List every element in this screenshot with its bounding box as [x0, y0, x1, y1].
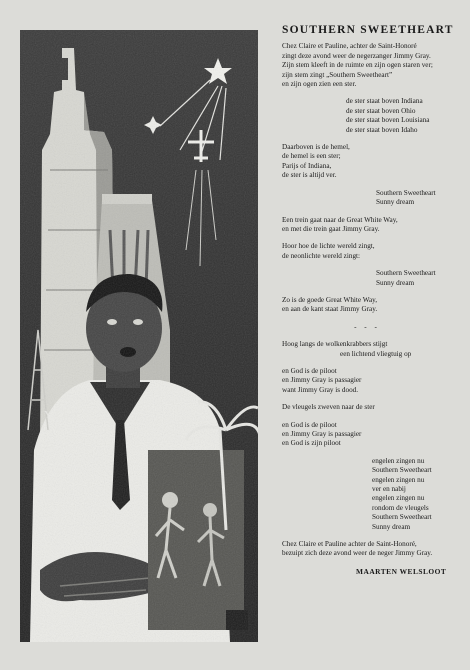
poem-line: zingt deze avond weer de negerzanger Jimmy Gray.	[282, 51, 431, 60]
poem-line: zijn stem zingt „Southern Sweetheart”	[282, 70, 393, 79]
stanza	[282, 350, 452, 359]
poem-line: Sunny dream	[376, 278, 415, 287]
poem-line: en Jimmy Gray is passagier	[282, 376, 362, 385]
poem-line: de ster staat boven Louisiana	[346, 116, 430, 125]
poem-line: engelen zingen nu	[372, 494, 425, 503]
poem-line: Sunny dream	[376, 198, 415, 207]
poem-line: Een trein gaat naar de Great White Way,	[282, 215, 398, 224]
artist-signature: Y. Chez	[44, 409, 79, 421]
stanza	[282, 421, 452, 449]
stanza	[282, 216, 452, 235]
stanza	[282, 242, 452, 261]
poem-line: en met die trein gaat Jimmy Gray.	[282, 224, 380, 233]
poem-line: en Jimmy Gray is passagier	[282, 430, 362, 438]
poem-line: en God is de piloot	[282, 366, 337, 375]
illustration-woodcut	[20, 30, 258, 642]
poem-line: de neonlichte wereld zingt:	[282, 251, 361, 260]
poem-line: Zijn stem kleeft in de ruimte en zijn ogen staren ver;	[282, 61, 433, 70]
poem-line: ver en nabij	[372, 485, 406, 494]
poem-line: rondom de vleugels	[372, 503, 429, 512]
poem-title: SOUTHERN SWEETHEART	[282, 24, 454, 36]
poem-line: de ster is altijd ver.	[282, 171, 337, 180]
poem-line: Southern Sweetheart	[372, 513, 432, 522]
section-separator: - - -	[354, 322, 380, 331]
poem-line: de ster staat boven Ohio	[346, 106, 416, 115]
poem-part-two	[282, 340, 452, 559]
poem-line: want Jimmy Gray is dood.	[282, 385, 359, 394]
poem-line: Southern Sweetheart	[372, 466, 432, 475]
poem-line: en God is de piloot	[282, 420, 337, 429]
stanza	[282, 269, 452, 288]
poem-line: Chez Claire et Pauline, achter de Saint-Honoré	[282, 42, 417, 51]
poem-line: De vleugels zweven naar de ster	[282, 403, 375, 412]
poem-author: MAARTEN WELSLOOT	[356, 566, 447, 576]
poem-line: Chez Claire et Pauline achter de Saint-Honoré,	[282, 540, 417, 549]
illustration-graphic	[20, 30, 258, 642]
poem-line: de ster staat boven Idaho	[346, 125, 418, 134]
poem-line: Daarboven is de hemel,	[282, 143, 350, 152]
poem-line: en zijn ogen zien een ster.	[282, 80, 357, 89]
poem-line: een lichtend vliegtuig op	[340, 349, 412, 358]
poem-line: en aan de kant staat Jimmy Gray.	[282, 305, 378, 314]
poem-line: Hoog langs de wolkenkrabbers stijgt	[282, 340, 388, 349]
stanza	[282, 296, 452, 315]
poem-line: de hemel is een ster;	[282, 152, 341, 161]
poem-line: engelen zingen nu	[372, 456, 425, 465]
stanza	[282, 367, 452, 395]
poem-line: de ster staat boven Indiana	[346, 97, 423, 106]
stanza	[282, 42, 452, 89]
poem-line: Hoor hoe de lichte wereld zingt,	[282, 242, 375, 251]
poem-line: Southern Sweetheart	[376, 269, 436, 278]
stanza	[282, 143, 452, 181]
poem-line: engelen zingen nu	[372, 475, 425, 484]
poem-line: bezuipt zich deze avond weer de neger Jimmy Gray.	[282, 549, 433, 558]
stanza	[282, 540, 452, 559]
stanza	[282, 403, 452, 412]
poem-line: Zo is de goede Great White Way,	[282, 295, 378, 304]
stanza	[282, 189, 452, 208]
poem	[282, 26, 452, 646]
stanza	[282, 97, 452, 135]
poem-part-one	[282, 42, 452, 314]
poem-line: Sunny dream	[372, 522, 411, 531]
poem-line: en God is zijn piloot	[282, 439, 341, 448]
poem-line: Southern Sweetheart	[376, 188, 436, 197]
stanza	[282, 457, 452, 532]
stanza	[282, 340, 452, 349]
poem-line: Parijs of Indiana,	[282, 161, 332, 170]
